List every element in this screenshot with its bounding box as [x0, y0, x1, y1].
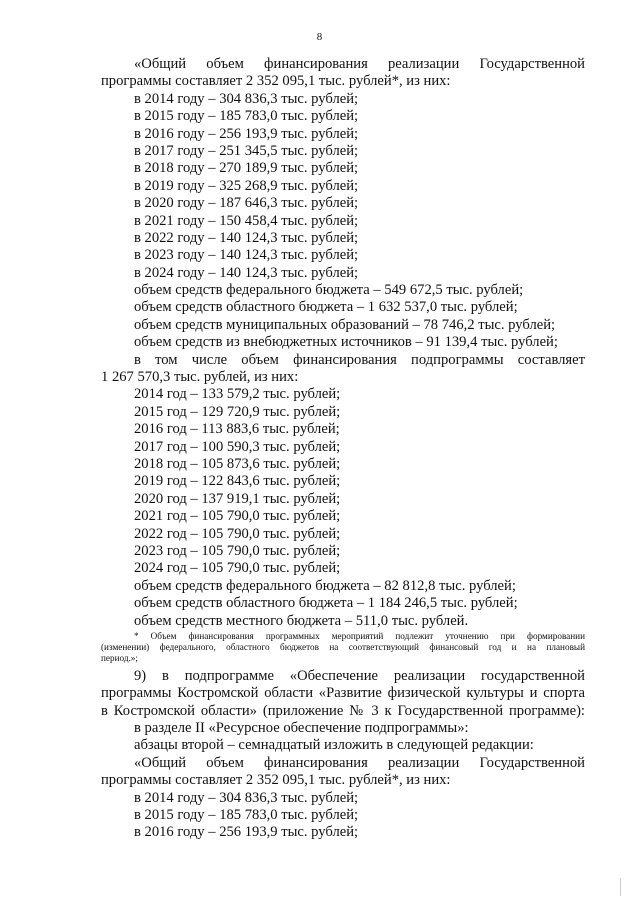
list-item: в 2017 году – 251 345,5 тыс. рублей; [134, 142, 359, 159]
list-item: в 2023 году – 140 124,3 тыс. рублей; [134, 247, 359, 264]
document-body [101, 56, 585, 842]
list-item: в 2020 году – 187 646,3 тыс. рублей; [134, 195, 359, 212]
list-item: в 2015 году – 185 783,0 тыс. рублей; [134, 108, 359, 125]
paragraph-line: в том числе объем финансирования подпрограммы составляет [134, 351, 585, 368]
list-item: 2020 год – 137 919,1 тыс. рублей; [134, 490, 341, 507]
page-number: 8 [316, 31, 323, 43]
list-item: объем средств областного бюджета – 1 632 537,0 тыс. рублей; [134, 299, 518, 316]
list-item: 2022 год – 105 790,0 тыс. рублей; [134, 525, 341, 542]
list-item: объем средств федерального бюджета – 549 672,5 тыс. рублей; [134, 282, 524, 299]
paragraph-line: программы составляет 2 352 095,1 тыс. рублей*, из них: [101, 772, 451, 789]
list-item: 2023 год – 105 790,0 тыс. рублей; [134, 542, 341, 559]
paragraph-line: программы составляет 2 352 095,1 тыс. рублей*, из них: [101, 73, 451, 90]
list-item: 2021 год – 105 790,0 тыс. рублей; [134, 508, 341, 525]
paragraph-line: «Общий объем финансирования реализации Государственной [134, 56, 585, 72]
paragraph-line: программы Костромской области «Развитие физической культуры и спорта [101, 685, 585, 702]
section-reference: в разделе II «Ресурсное обеспечение подпрограммы»: [134, 720, 469, 737]
list-item: объем средств из внебюджетных источников – 91 139,4 тыс. рублей; [134, 334, 558, 351]
list-item: в 2014 году – 304 836,3 тыс. рублей; [134, 90, 359, 107]
list-item: в 2021 году – 150 458,4 тыс. рублей; [134, 212, 359, 229]
list-item: 2018 год – 105 873,6 тыс. рублей; [134, 455, 341, 472]
footnote-line: * Объем финансирования программных мероприятий подлежит уточнению при формировании [134, 630, 585, 641]
list-item: в 2018 году – 270 189,9 тыс. рублей; [134, 160, 359, 177]
list-item: 2016 год – 113 883,6 тыс. рублей; [134, 421, 340, 438]
footnote [101, 631, 585, 664]
footnote-line: (изменении) федерального, областного бюджетов на соответствующий финансовый год и на плановый [101, 641, 585, 652]
list-item: объем средств местного бюджета – 511,0 тыс. рублей. [134, 612, 469, 629]
list-item: объем средств муниципальных образований – 78 746,2 тыс. рублей; [134, 316, 556, 333]
paragraph-line: «Общий объем финансирования реализации Государственной [134, 754, 585, 771]
list-item: 2014 год – 133 579,2 тыс. рублей; [134, 386, 341, 403]
list-item: в 2016 году – 256 193,9 тыс. рублей; [134, 824, 359, 841]
list-item: в 2014 году – 304 836,3 тыс. рублей; [134, 789, 359, 806]
list-item: 2024 год – 105 790,0 тыс. рублей; [134, 560, 341, 577]
paragraph-line: в Костромской области» (приложение № 3 к Государственной программе): [101, 702, 585, 719]
list-item: в 2019 году – 325 268,9 тыс. рублей; [134, 177, 359, 194]
scan-artifact [620, 878, 621, 896]
list-item: 2015 год – 129 720,9 тыс. рублей; [134, 403, 341, 420]
list-item: 2017 год – 100 590,3 тыс. рублей; [134, 438, 341, 455]
list-item: в 2016 году – 256 193,9 тыс. рублей; [134, 125, 359, 142]
list-item: объем средств федерального бюджета – 82 812,8 тыс. рублей; [134, 577, 516, 594]
instruction-line: абзацы второй – семнадцатый изложить в следующей редакции: [134, 737, 534, 754]
paragraph-line: 9) в подпрограмме «Обеспечение реализации государственной [134, 667, 585, 684]
list-item: объем средств областного бюджета – 1 184 246,5 тыс. рублей; [134, 595, 518, 612]
list-item: 2019 год – 122 843,6 тыс. рублей; [134, 473, 341, 490]
list-item: в 2024 году – 140 124,3 тыс. рублей; [134, 264, 359, 281]
list-item: в 2015 году – 185 783,0 тыс. рублей; [134, 807, 359, 824]
list-item: в 2022 году – 140 124,3 тыс. рублей; [134, 229, 359, 246]
footnote-line: период.»; [101, 652, 138, 663]
paragraph-line: 1 267 570,3 тыс. рублей, из них: [101, 369, 299, 386]
